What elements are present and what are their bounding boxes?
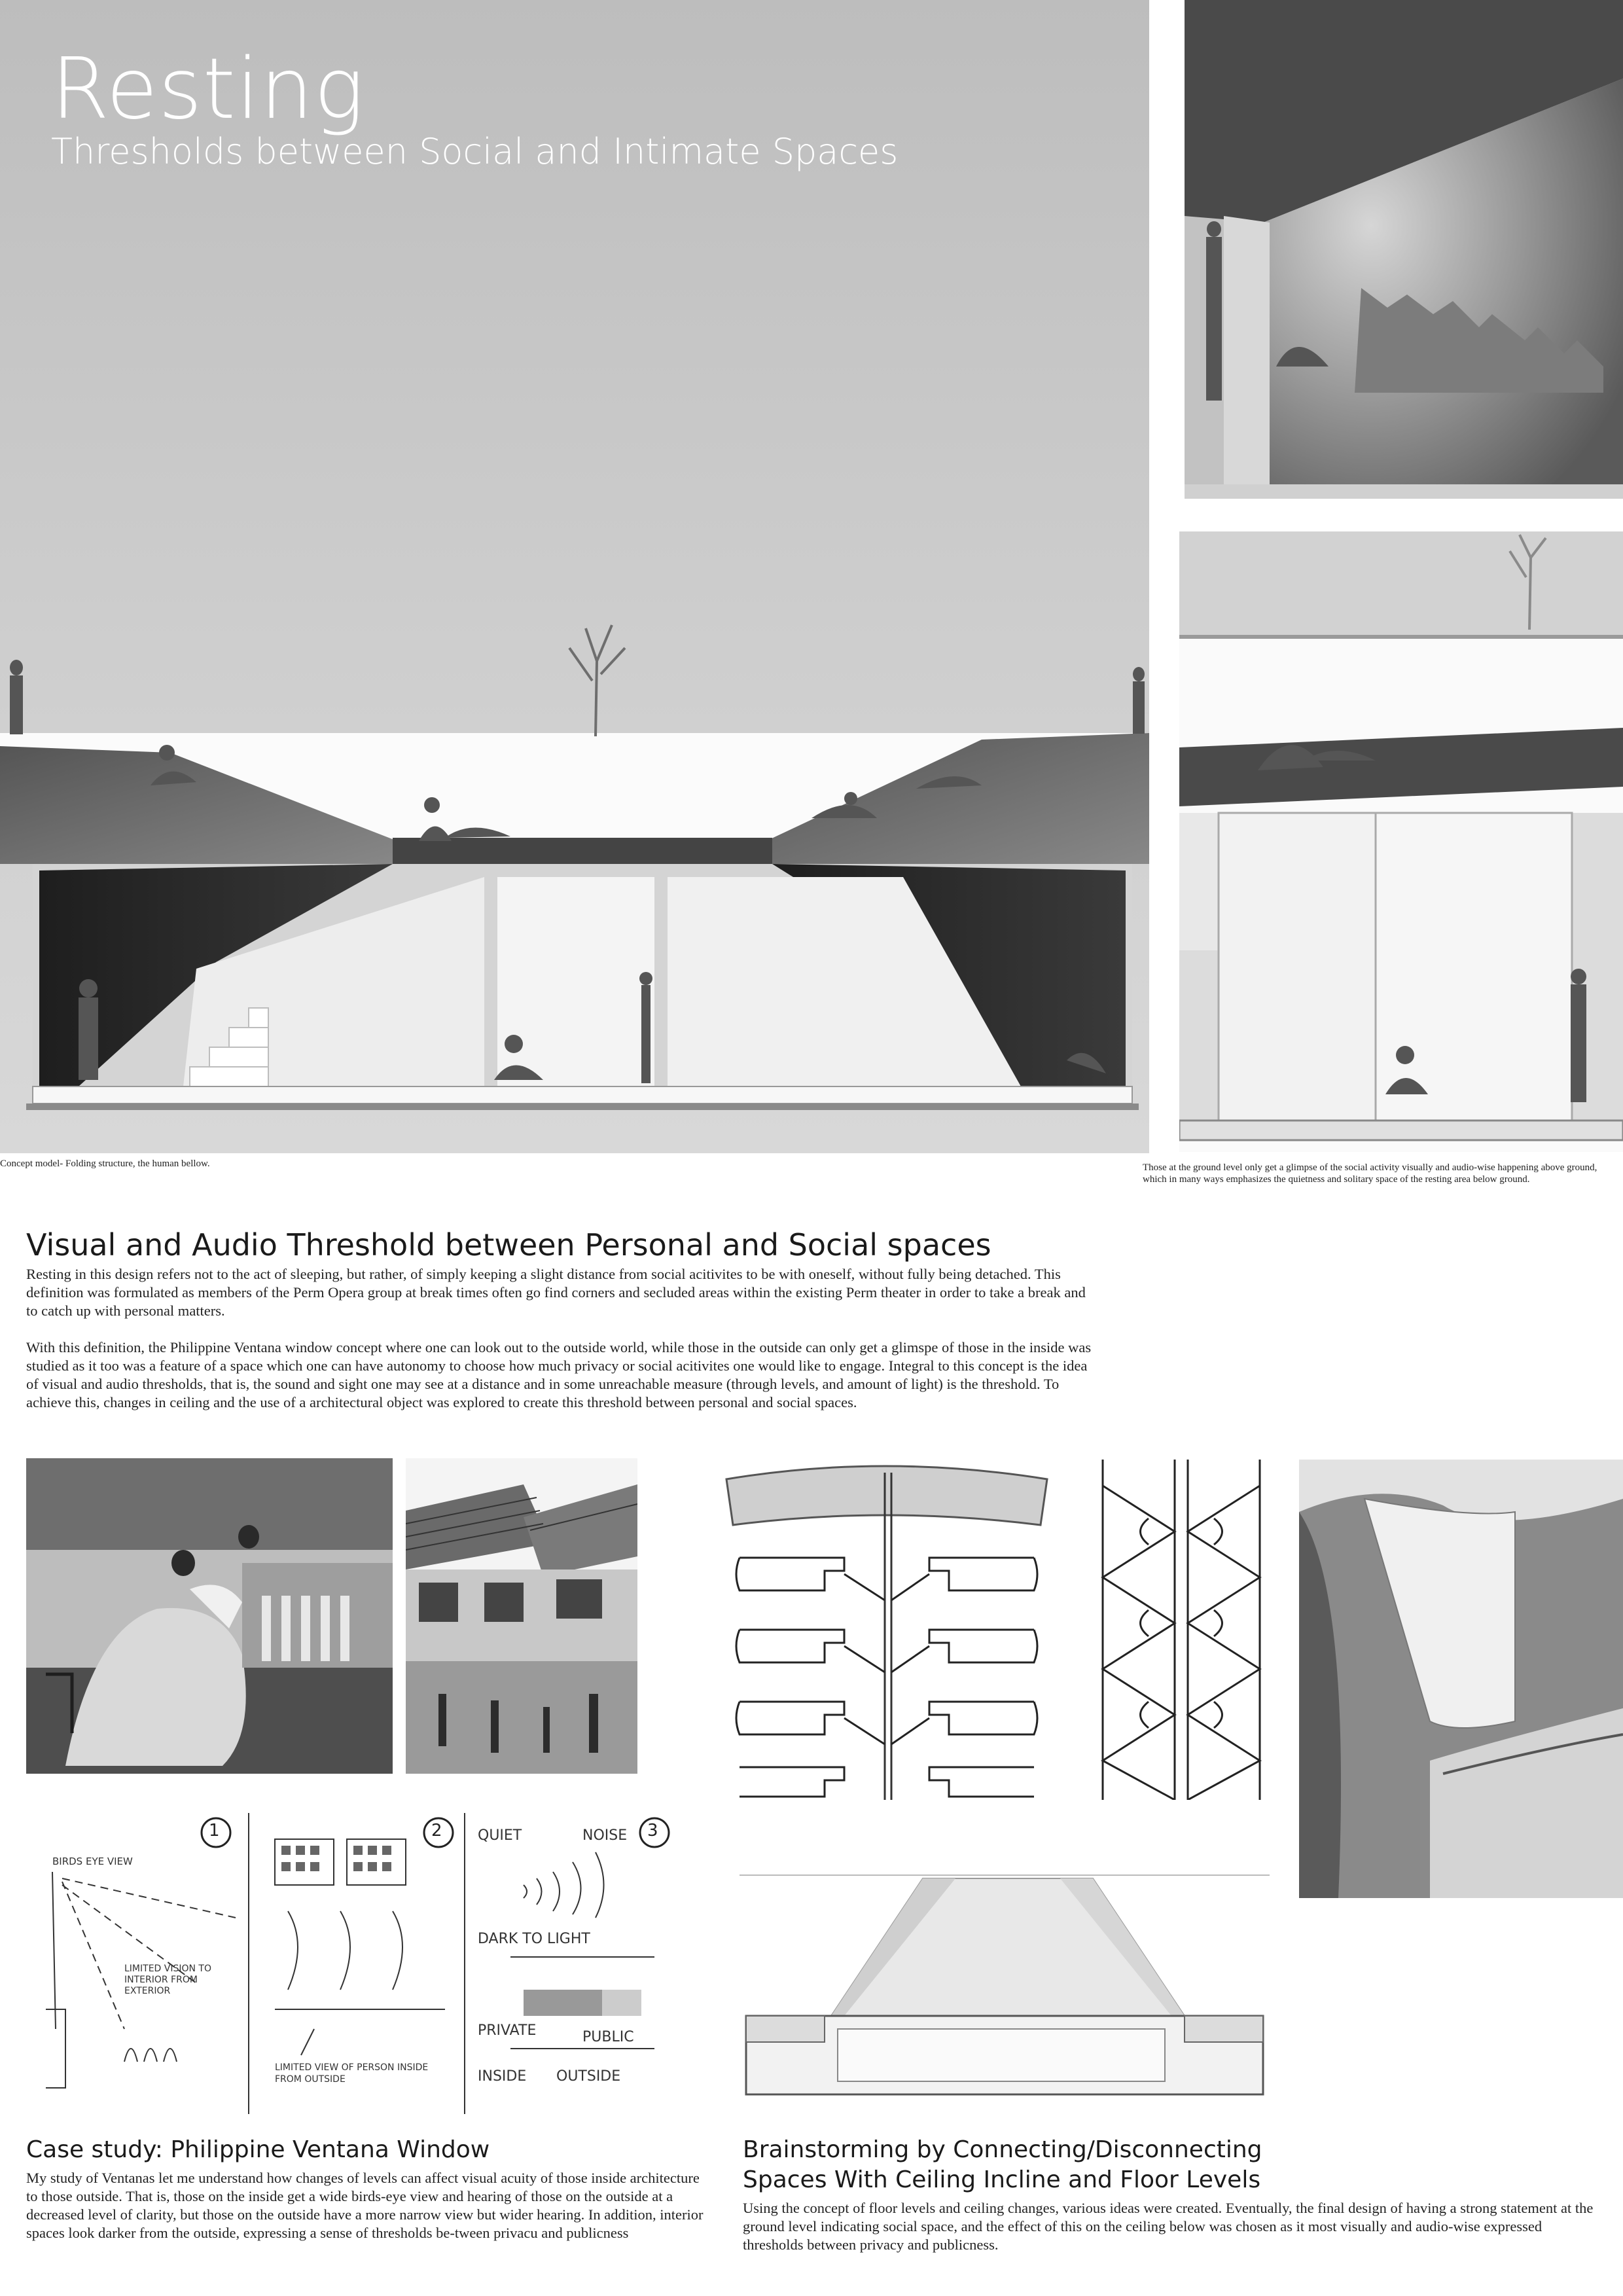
- sketch-limited-view-label: LIMITED VIEW OF PERSON INSIDE FROM OUTSIDE: [275, 2062, 429, 2085]
- concept-model-caption: Concept model- Folding structure, the human bellow.: [0, 1158, 210, 1169]
- ventana-painting: [26, 1458, 393, 1774]
- zigzag-wall-sketch: [1090, 1460, 1273, 1800]
- sketch-outside-label: OUTSIDE: [556, 2068, 621, 2085]
- sketch-1-number: 1: [209, 1821, 220, 1840]
- stair-section-sketch: [713, 1460, 1060, 1800]
- threshold-paragraph-2: With this definition, the Philippine Ventana window concept where one can look out to the outside world, while those in the outside can only get a glimspe of those in the inside was studied as it too was a feature of a space which one can have autonomy to choose how much privacy or social acitivites one would like to engage. Integral to this concept is the idea of visual and audio thresholds, that is, the sound and sight one may see at a distance and in some unreachable measure (through levels, and amount of light) is the threshold. To achieve this, changes in ceiling and the use of a architectural object was explored to create this threshold between personal and social spaces.: [26, 1339, 1092, 1410]
- case-study-heading: Case study: Philippine Ventana Window: [26, 2136, 490, 2163]
- sketch-noise-label: NOISE: [582, 1827, 628, 1844]
- curved-model-photo: [1299, 1460, 1623, 1898]
- sketch-inside-label: INSIDE: [478, 2068, 527, 2085]
- interior-model-photo: [1185, 0, 1623, 499]
- side-section-caption: Those at the ground level only get a glimpse of the social activity visually and audio-wise happening above ground, which in many ways emphasizes the quietness and solitary space of the resting area below ground.: [1143, 1162, 1597, 1185]
- brainstorming-body: Using the concept of floor levels and ceiling changes, various ideas were created. Eventually, the final design of having a strong statement at the ground level indicating social space, and the effect of this on the ceiling below was chosen as it most visually and audio-wise expressed thresholds between privacy and publicness.: [743, 2200, 1594, 2253]
- brainstorming-heading-line-2: Spaces With Ceiling Incline and Floor Levels: [743, 2166, 1261, 2193]
- threshold-paragraph-1: Resting in this design refers not to the act of sleeping, but rather, of simply keeping a slight distance from social acitivites to be with oneself, without fully being detached. This definition was formulated as members of the Perm Opera group at break times often go find corners and secluded areas within the existing Perm theater in order to take a break and to catch up with personal matters.: [26, 1266, 1086, 1319]
- side-section-photo: [1179, 531, 1623, 1152]
- sketch-birds-eye-label: BIRDS EYE VIEW: [52, 1856, 133, 1867]
- sketch-public-label: PUBLIC: [582, 2029, 634, 2045]
- poster-subtitle: Thresholds between Social and Intimate Spaces: [51, 131, 899, 172]
- brainstorming-heading-line-1: Brainstorming by Connecting/Disconnecting: [743, 2136, 1262, 2163]
- sketch-private-label: PRIVATE: [478, 2022, 537, 2039]
- sketch-2-number: 2: [431, 1821, 442, 1840]
- threshold-body: [26, 1265, 1099, 1430]
- sketch-dark-to-light-label: DARK TO LIGHT: [478, 1931, 590, 1947]
- threshold-sketches: [26, 1813, 687, 2114]
- brainstorming-heading: [743, 2135, 1594, 2195]
- poster-title: Resting: [51, 41, 365, 138]
- concept-model-illustration: [0, 0, 1149, 1153]
- case-study-body: My study of Ventanas let me understand how changes of levels can affect visual acuity of those inside architecture to those outside. That is, those on the inside get a wide birds-eye view and hearing of those on the outside at a decreased level of clarity, but those on the outside have a more narrow view but wider hearing. In addition, interior spaces look darker from the outside, expressing a sense of thresholds be-tween privacu and publicness: [26, 2170, 704, 2241]
- sketch-limited-vision-label: LIMITED VISION TO INTERIOR FROM EXTERIOR: [124, 1964, 211, 1996]
- sketch-3-number: 3: [647, 1821, 658, 1840]
- threshold-heading: Visual and Audio Threshold between Personal and Social spaces: [26, 1227, 991, 1263]
- ventana-street-sketch: [406, 1458, 637, 1774]
- sketch-quiet-label: QUIET: [478, 1827, 522, 1844]
- concept-model-photo: [0, 0, 1149, 1153]
- final-section-model-photo: [740, 1859, 1270, 2108]
